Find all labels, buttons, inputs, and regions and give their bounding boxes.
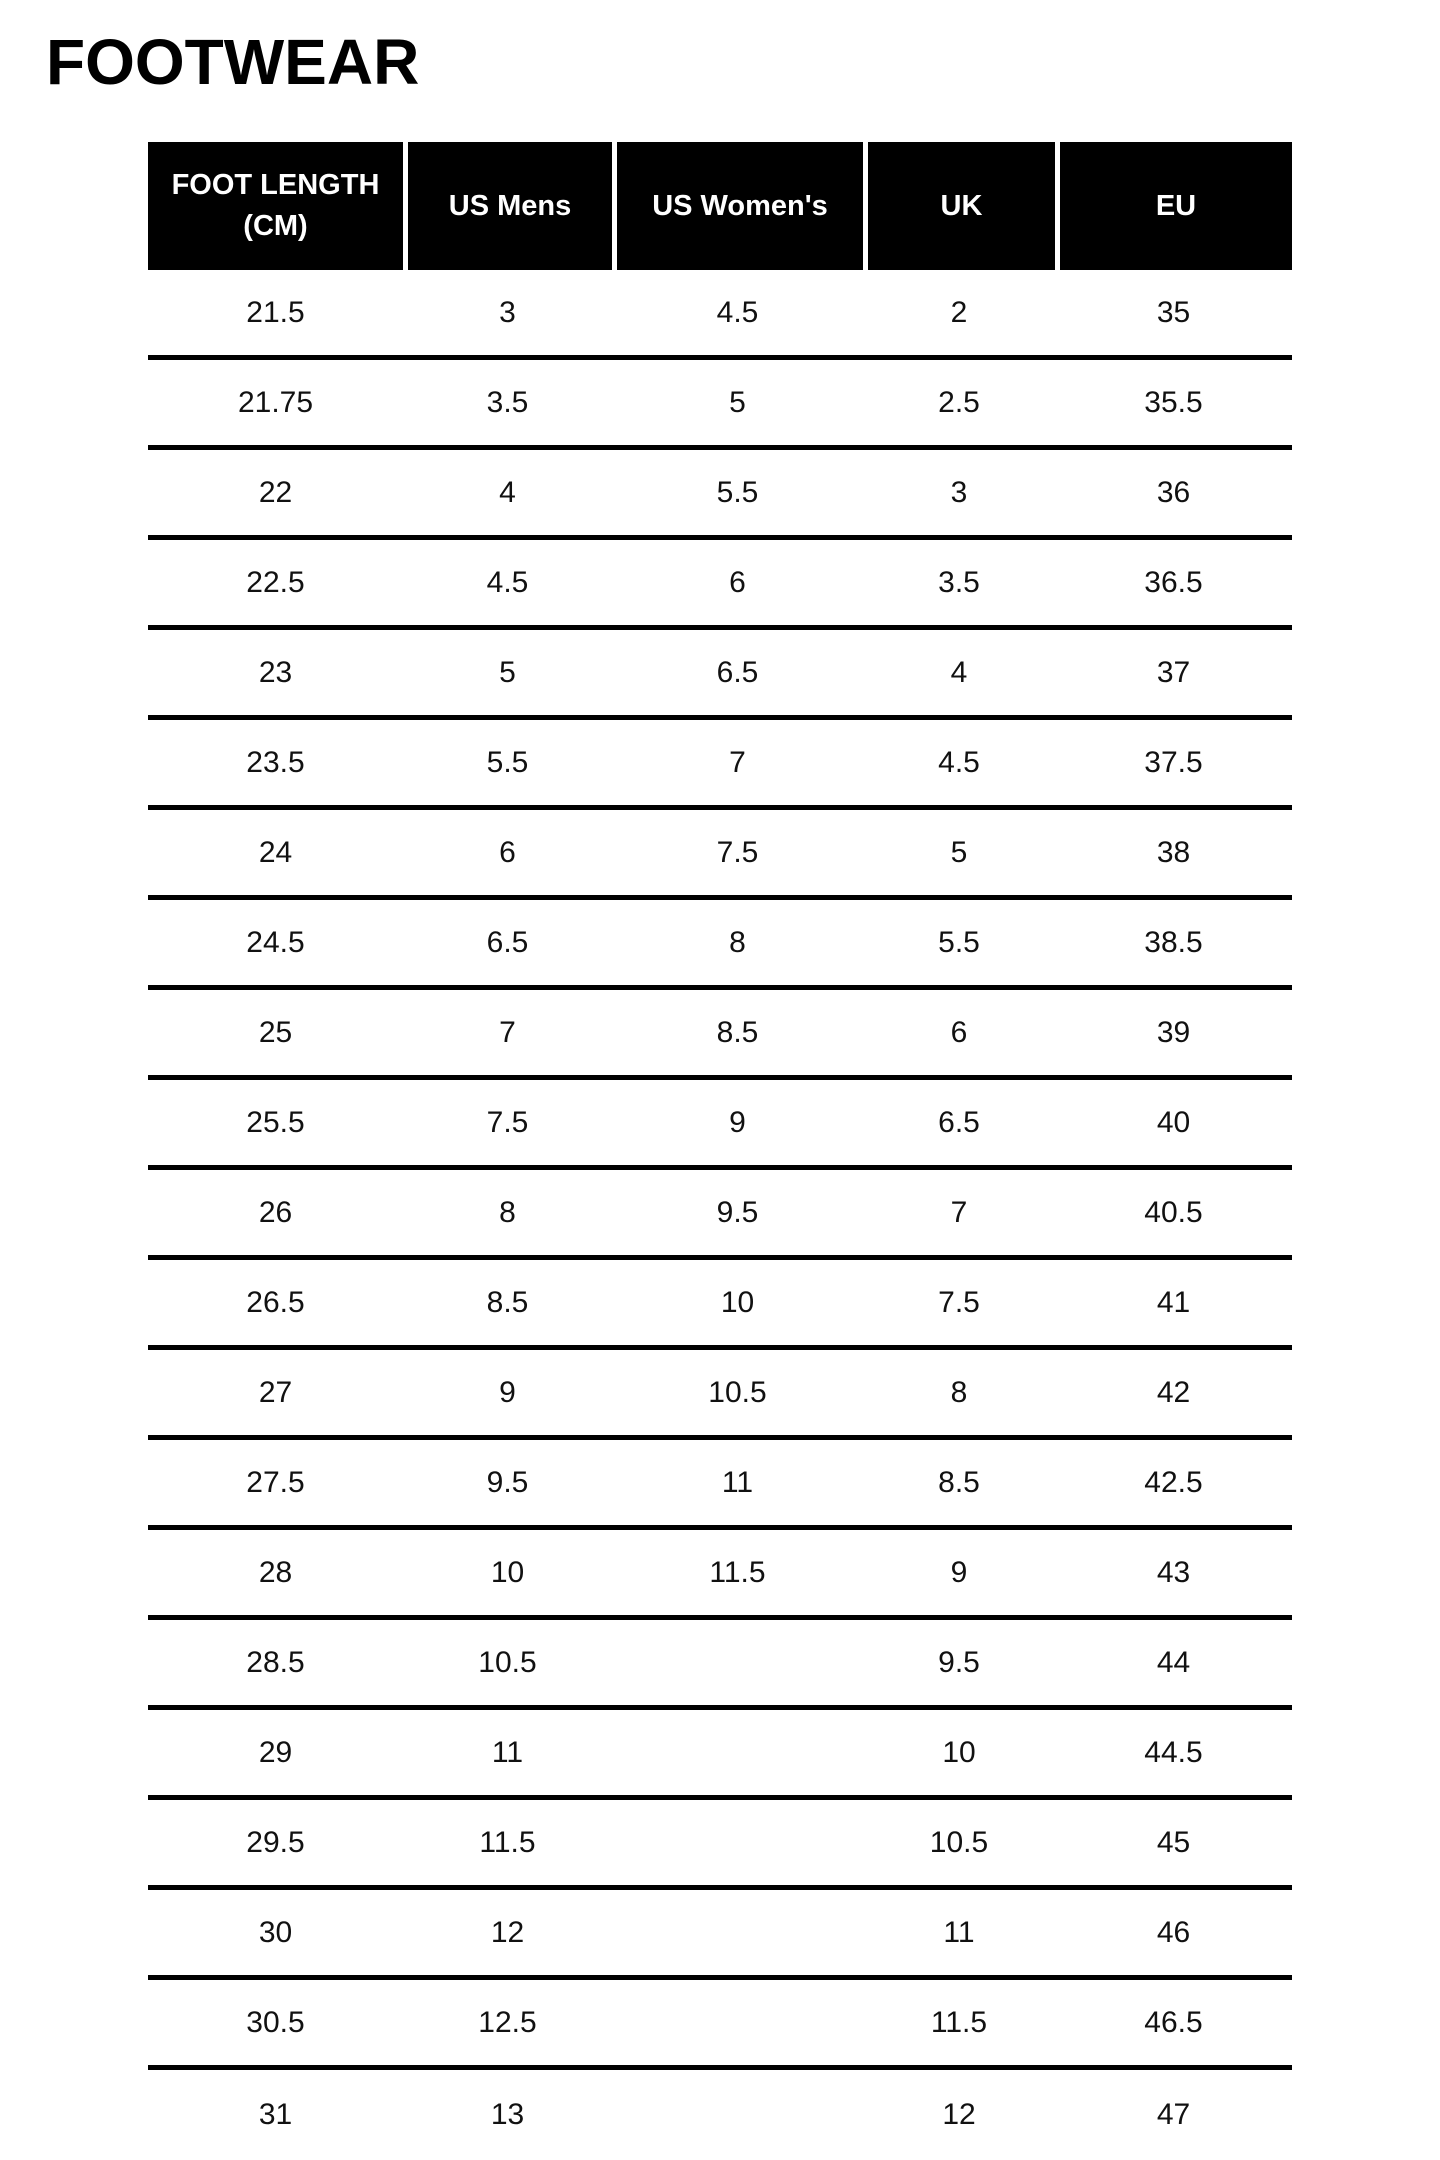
table-cell: 29: [258, 1735, 293, 1769]
table-cell: 35: [1156, 295, 1191, 329]
table-row: [148, 450, 1292, 540]
table-cell: 10: [720, 1285, 755, 1319]
table-cell: 25.5: [246, 1105, 305, 1139]
table-cell: 36: [1156, 475, 1191, 509]
table-cell: 3: [950, 475, 968, 509]
table-cell: 11: [943, 1915, 975, 1949]
table-row: [148, 1080, 1292, 1170]
table-cell: 7: [950, 1195, 968, 1229]
table-cell: 9.5: [938, 1645, 980, 1679]
table-row: [148, 2070, 1292, 2160]
table-cell: 45: [1156, 1825, 1191, 1859]
table-cell: 37: [1156, 655, 1191, 689]
table-cell: 8.5: [486, 1285, 529, 1319]
table-cell: 7.5: [716, 835, 759, 869]
table-row: [148, 540, 1292, 630]
table-cell: 2.5: [938, 385, 980, 419]
table-cell: 40: [1156, 1105, 1191, 1139]
table-cell: 9.5: [486, 1465, 529, 1499]
table-cell: 28: [258, 1555, 293, 1589]
table-cell: 12: [942, 2098, 976, 2131]
table-cell: 12.5: [478, 2005, 537, 2039]
table-row: [148, 360, 1292, 450]
table-cell: 9: [729, 1105, 746, 1139]
table-cell: 42: [1156, 1375, 1191, 1409]
table-cell: 9: [499, 1375, 516, 1409]
table-cell: 6: [729, 565, 746, 599]
table-row: [148, 270, 1292, 360]
table-cell: 4.5: [486, 565, 529, 599]
table-cell: 30.5: [246, 2005, 305, 2039]
table-cell: 6.5: [486, 925, 529, 959]
table-cell: 27: [258, 1375, 293, 1409]
table-cell: 31: [258, 2098, 293, 2131]
table-cell: 25: [258, 1015, 293, 1049]
table-cell: 5: [499, 655, 516, 689]
table-cell: 6.5: [938, 1105, 980, 1139]
table-cell: [612, 1620, 863, 1705]
table-cell: 5: [729, 385, 746, 419]
table-cell: 11: [721, 1465, 754, 1499]
table-row: [148, 1710, 1292, 1800]
table-cell: 11.5: [479, 1825, 536, 1859]
table-row: [148, 1440, 1292, 1530]
table-cell: 44: [1156, 1645, 1191, 1679]
table-cell: 5.5: [486, 745, 529, 779]
table-row: [148, 720, 1292, 810]
page-title: FOOTWEAR: [46, 26, 420, 98]
table-cell: 39: [1156, 1015, 1191, 1049]
table-cell: 6: [950, 1015, 968, 1049]
table-cell: 6: [499, 835, 516, 869]
table-cell: 4.5: [716, 295, 759, 329]
table-cell: 5.5: [716, 475, 759, 509]
table-cell: 8: [950, 1375, 968, 1409]
table-cell: 7.5: [486, 1105, 529, 1139]
header-cell: US Mens: [403, 142, 612, 270]
header-cell: UK: [863, 142, 1055, 270]
table-cell: 8.5: [716, 1015, 759, 1049]
table-row: [148, 1620, 1292, 1710]
table-cell: 27.5: [246, 1465, 305, 1499]
table-row: [148, 1350, 1292, 1440]
table-cell: 28.5: [246, 1645, 305, 1679]
table-cell: 41: [1156, 1285, 1191, 1319]
table-cell: 38: [1156, 835, 1191, 869]
table-cell: 3.5: [938, 565, 980, 599]
table-cell: 21.5: [246, 295, 305, 329]
table-cell: 8.5: [938, 1465, 980, 1499]
table-cell: 36.5: [1144, 565, 1203, 599]
table-cell: 44.5: [1144, 1735, 1203, 1769]
table-row: [148, 630, 1292, 720]
table-cell: 46.5: [1144, 2005, 1203, 2039]
table-cell: 13: [490, 2098, 525, 2131]
table-row: [148, 990, 1292, 1080]
table-cell: 21.75: [237, 385, 314, 419]
size-conversion-table: [148, 142, 1292, 2160]
table-cell: 23: [258, 655, 293, 689]
table-cell: 3: [499, 295, 516, 329]
table-cell: 35.5: [1144, 385, 1203, 419]
table-cell: 10.5: [708, 1375, 767, 1409]
table-row: [148, 900, 1292, 990]
table-cell: 12: [490, 1915, 525, 1949]
table-cell: 11: [491, 1735, 524, 1769]
table-cell: 22.5: [246, 565, 305, 599]
table-cell: 24.5: [246, 925, 305, 959]
table-cell: 30: [258, 1915, 293, 1949]
table-cell: 46: [1156, 1915, 1191, 1949]
table-cell: 26.5: [246, 1285, 305, 1319]
table-cell: [612, 1710, 863, 1795]
table-cell: [612, 1980, 863, 2065]
table-cell: 11.5: [930, 2005, 988, 2039]
table-cell: 7: [499, 1015, 516, 1049]
table-cell: 9.5: [716, 1195, 759, 1229]
header-cell: EU: [1055, 142, 1292, 270]
table-cell: 22: [258, 475, 293, 509]
table-cell: 5: [950, 835, 968, 869]
table-cell: 7: [729, 745, 746, 779]
table-row: [148, 1890, 1292, 1980]
table-cell: 2: [950, 295, 968, 329]
table-cell: 40.5: [1144, 1195, 1203, 1229]
header-cell: FOOT LENGTH (CM): [148, 142, 403, 270]
table-row: [148, 1260, 1292, 1350]
table-row: [148, 1980, 1292, 2070]
table-cell: [612, 1800, 863, 1885]
table-body: [148, 270, 1292, 2160]
table-cell: 43: [1156, 1555, 1191, 1589]
table-header-row: [148, 142, 1292, 270]
table-cell: 9: [950, 1555, 968, 1589]
table-cell: 24: [258, 835, 293, 869]
table-cell: 8: [729, 925, 746, 959]
table-cell: 5.5: [938, 925, 980, 959]
table-cell: 38.5: [1144, 925, 1203, 959]
table-cell: 37.5: [1144, 745, 1203, 779]
header-cell: US Women's: [612, 142, 863, 270]
table-cell: 3.5: [486, 385, 529, 419]
table-cell: 4: [950, 655, 968, 689]
table-cell: 29.5: [246, 1825, 305, 1859]
table-cell: 4: [499, 475, 516, 509]
table-row: [148, 1800, 1292, 1890]
table-row: [148, 1170, 1292, 1260]
table-cell: 10.5: [478, 1645, 537, 1679]
table-cell: 10.5: [929, 1825, 989, 1859]
table-cell: 4.5: [938, 745, 980, 779]
table-cell: 10: [942, 1735, 976, 1769]
table-cell: 11.5: [709, 1555, 766, 1589]
table-cell: 47: [1156, 2098, 1191, 2131]
table-cell: 26: [258, 1195, 293, 1229]
table-cell: 42.5: [1144, 1465, 1203, 1499]
table-row: [148, 1530, 1292, 1620]
table-cell: [612, 2070, 863, 2160]
table-cell: 10: [490, 1555, 525, 1589]
table-cell: 6.5: [716, 655, 759, 689]
table-cell: [612, 1890, 863, 1975]
table-cell: 8: [499, 1195, 516, 1229]
table-cell: 23.5: [246, 745, 305, 779]
table-cell: 7.5: [938, 1285, 980, 1319]
table-row: [148, 810, 1292, 900]
